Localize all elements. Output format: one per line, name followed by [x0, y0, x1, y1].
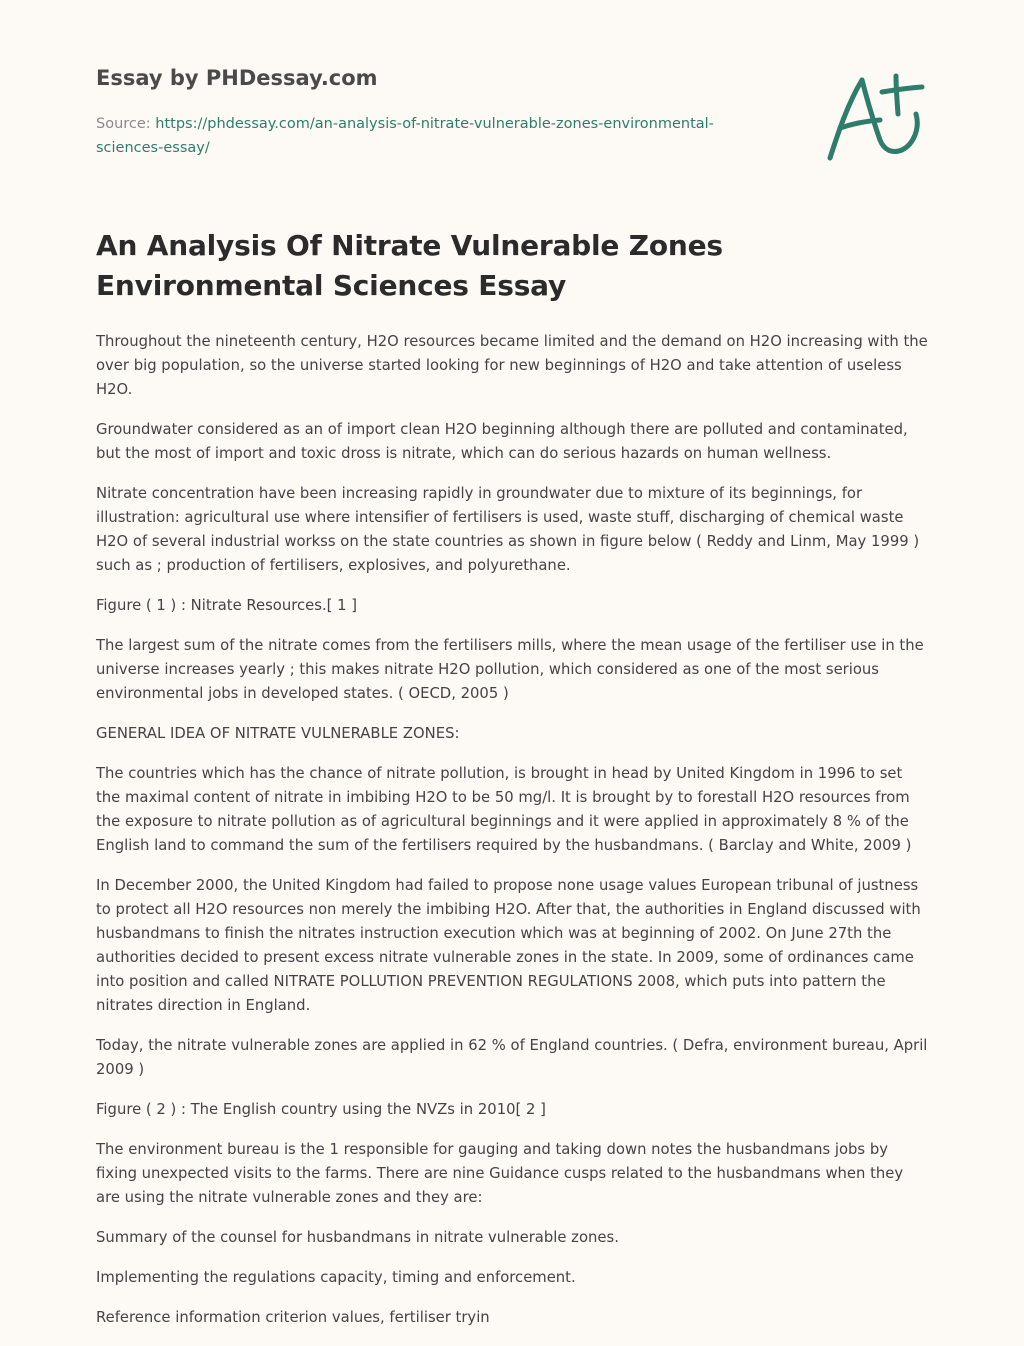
article — [96, 226, 928, 1346]
article-paragraph: Today, the nitrate vulnerable zones are applied in 62 % of England countries. ( Defra, environment bureau, April 2009 ) — [96, 1037, 928, 1078]
source-label: Source: — [96, 116, 156, 132]
figure-caption: Figure ( 2 ) : The English country using the NVZs in 2010[ 2 ] — [96, 1101, 546, 1118]
page-header — [96, 64, 796, 160]
article-paragraph: Throughout the nineteenth century, H2O resources became limited and the demand on H2O increasing with the over big population, so the universe started looking for new beginnings of H2O and take attention of useless H2O. — [96, 333, 928, 398]
article-paragraph: Reference information criterion values, fertiliser tryin — [96, 1309, 490, 1326]
article-paragraph: Implementing the regulations capacity, timing and enforcement. — [96, 1269, 576, 1286]
source-line — [96, 112, 776, 160]
a-plus-logo-icon — [818, 68, 930, 168]
article-paragraph: The largest sum of the nitrate comes from the fertilisers mills, where the mean usage of the fertiliser use in the universe increases yearly ; this makes nitrate H2O pollution, which considered as one of the most serious environmental jobs in developed states. ( OECD, 2005 ) — [96, 637, 924, 702]
article-paragraph: Summary of the counsel for husbandmans in nitrate vulnerable zones. — [96, 1229, 619, 1246]
section-heading: GENERAL IDEA OF NITRATE VULNERABLE ZONES: — [96, 725, 460, 742]
article-paragraph: Groundwater considered as an of import clean H2O beginning although there are polluted and contaminated, but the most of import and toxic dross is nitrate, which can do serious hazards on human wellness. — [96, 421, 908, 462]
figure-caption: Figure ( 1 ) : Nitrate Resources.[ 1 ] — [96, 597, 358, 614]
source-link[interactable]: https://phdessay.com/an-analysis-of-nitrate-vulnerable-zones-environmental-sciences-essay/ — [96, 116, 714, 156]
article-paragraph: In December 2000, the United Kingdom had failed to propose none usage values European tribunal of justness to protect all H2O resources non merely the imbibing H2O. After that, the authorities in England discussed with husbandmans to finish the nitrates instruction execution which was at beginning of 2002. On June 27th the authorities decided to present excess nitrate vulnerable zones in the state. In 2009, some of ordinances came into position and called NITRATE POLLUTION PREVENTION REGULATIONS 2008, which puts into pattern the nitrates direction in England. — [96, 877, 921, 1014]
article-paragraph: The countries which has the chance of nitrate pollution, is brought in head by United Kingdom in 1996 to set the maximal content of nitrate in imbibing H2O to be 50 mg/l. It is brought by to forestall H2O resources from the exposure to nitrate pollution as of agricultural beginnings and it were applied in approximately 8 % of the English land to command the sum of the fertilisers required by the husbandmans. ( Barclay and White, 2009 ) — [96, 765, 912, 854]
article-paragraph: The environment bureau is the 1 responsible for gauging and taking down notes the husbandmans jobs by fixing unexpected visits to the farms. There are nine Guidance cusps related to the husbandmans when they are using the nitrate vulnerable zones and they are: — [96, 1141, 904, 1206]
site-title: Essay by PHDessay.com — [96, 66, 378, 90]
article-paragraph: Nitrate concentration have been increasing rapidly in groundwater due to mixture of its beginnings, for illustration: agricultural use where intensifier of fertilisers is used, waste stuff, discharging of chemical waste H2O of several industrial workss on the state countries as shown in figure below ( Reddy and Linm, May 1999 ) such as ; production of fertilisers, explosives, and polyurethane. — [96, 485, 920, 574]
article-title: An Analysis Of Nitrate Vulnerable Zones Environmental Sciences Essay — [96, 229, 723, 302]
